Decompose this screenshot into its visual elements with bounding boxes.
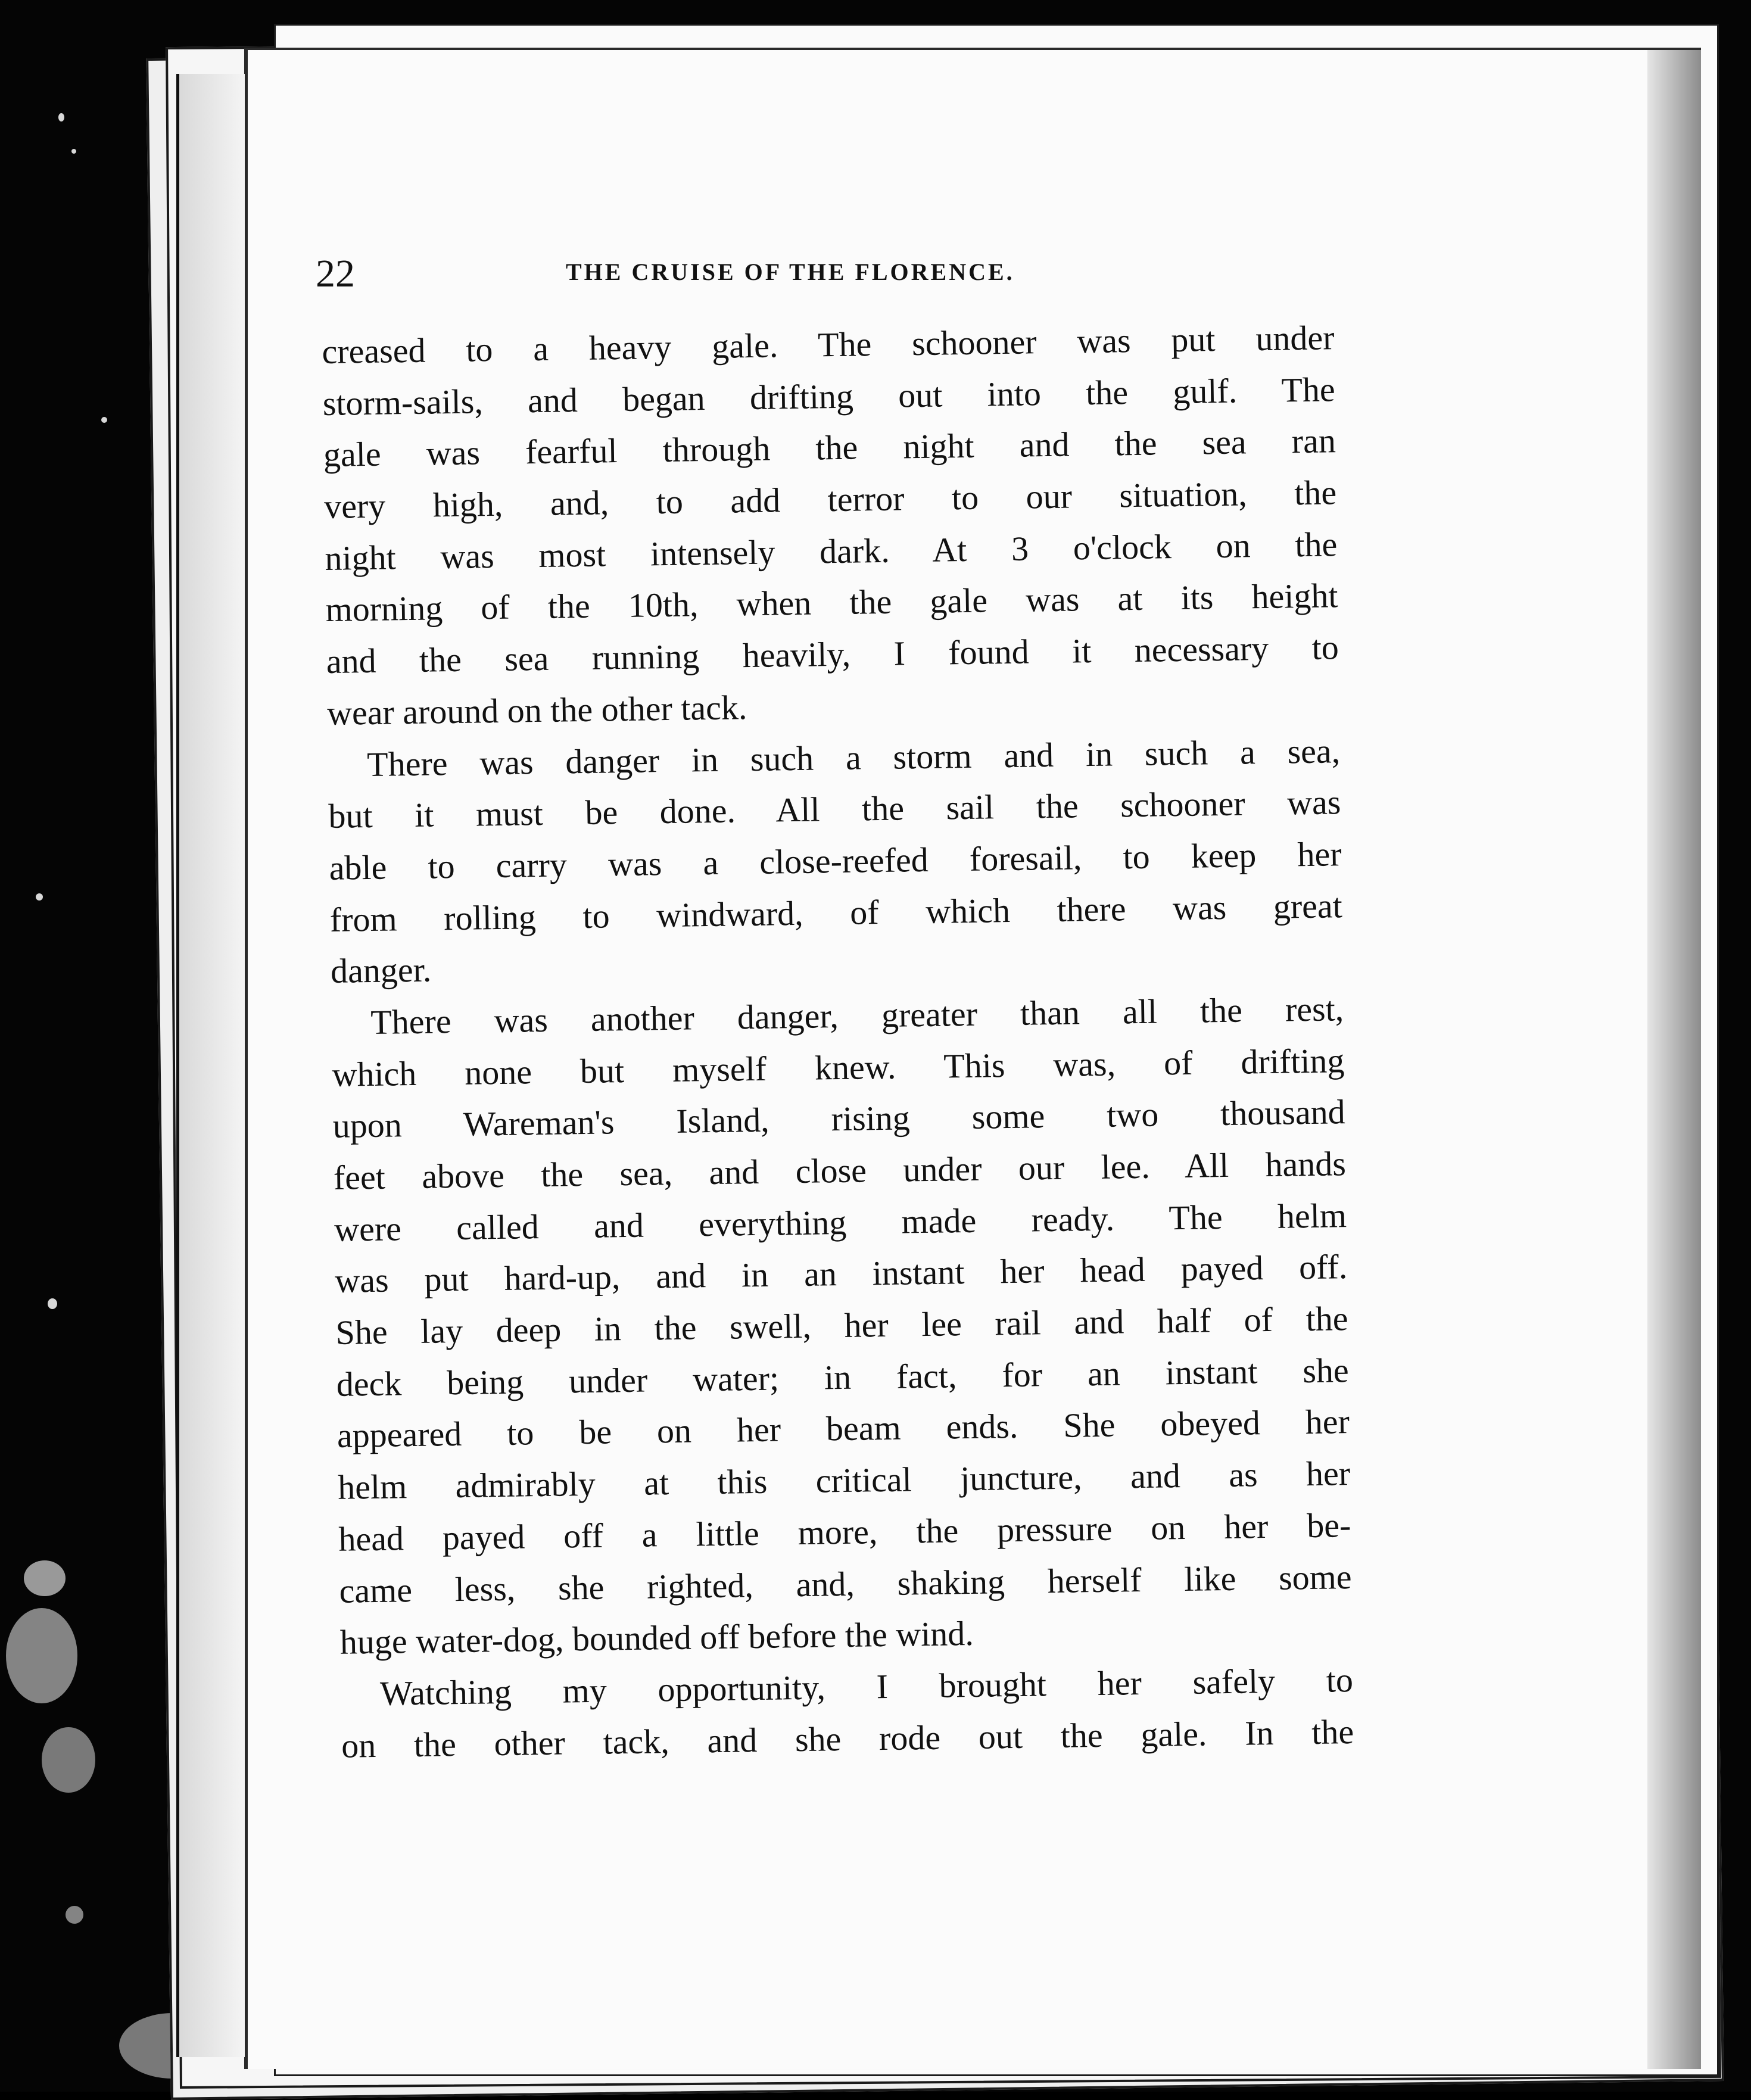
text-line: wear around on the other tack. <box>326 687 747 733</box>
dust-speck <box>36 893 43 901</box>
running-head: THE CRUISE OF THE FLORENCE. <box>566 258 1015 285</box>
text-line: came less, she righted, and, shaking herself like some <box>339 1557 1352 1610</box>
text-line: head payed off a little more, the pressure on her be- <box>338 1505 1351 1559</box>
text-line: but it must be done. All the sail the schooner was <box>328 783 1341 836</box>
text-line: Watching my opportunity, I brought her safely to <box>379 1660 1354 1713</box>
text-line: night was most intensely dark. At 3 o'clock on the <box>324 524 1338 578</box>
text-line: storm-sails, and began drifting out into the gulf. The <box>322 369 1336 423</box>
text-line: gale was fearful through the night and the sea ran <box>323 421 1336 475</box>
dust-speck <box>24 1560 66 1596</box>
page-header <box>316 247 1346 301</box>
text-line: were called and everything made ready. The helm <box>334 1195 1347 1249</box>
dust-speck <box>42 1727 95 1793</box>
text-line: She lay deep in the swell, her lee rail and half of the <box>335 1299 1348 1352</box>
dust-speck <box>58 113 64 121</box>
text-line: huge water-dog, bounded off before the wind. <box>339 1614 974 1662</box>
dust-speck <box>71 149 76 154</box>
dust-speck <box>48 1298 57 1309</box>
text-line: helm admirably at this critical juncture, and as her <box>337 1454 1351 1507</box>
page-number: 22 <box>316 252 355 295</box>
text-line: danger. <box>330 950 432 991</box>
text-line: was put hard-up, and in an instant her head payed off. <box>334 1247 1348 1301</box>
text-line: able to carry was a close-reefed foresail, to keep her <box>329 834 1342 887</box>
dust-speck <box>101 417 107 423</box>
body-text <box>322 312 1354 1772</box>
dust-speck <box>66 1906 83 1924</box>
text-line: which none but myself knew. This was, of drifting <box>332 1040 1345 1094</box>
dust-speck <box>6 1608 77 1703</box>
text-line: feet above the sea, and close under our lee. All hands <box>333 1144 1347 1197</box>
text-line: creased to a heavy gale. The schooner was put under <box>322 318 1335 371</box>
text-line: There was another danger, greater than all the rest, <box>370 989 1344 1042</box>
page-gutter-shadow <box>1647 50 1701 2069</box>
text-line: on the other tack, and she rode out the gale. In the <box>341 1712 1354 1765</box>
text-line: There was danger in such a storm and in such a sea, <box>366 731 1341 784</box>
text-line: and the sea running heavily, I found it necessary to <box>326 628 1339 681</box>
text-line: upon Wareman's Island, rising some two thousand <box>332 1092 1346 1146</box>
text-line: from rolling to windward, of which there was great <box>329 886 1343 939</box>
text-line: deck being under water; in fact, for an instant she <box>336 1350 1350 1404</box>
text-line: morning of the 10th, when the gale was at its height <box>325 576 1338 630</box>
text-line: appeared to be on her beam ends. She obeyed her <box>337 1402 1350 1456</box>
text-line: very high, and, to add terror to our situation, the <box>323 473 1337 526</box>
